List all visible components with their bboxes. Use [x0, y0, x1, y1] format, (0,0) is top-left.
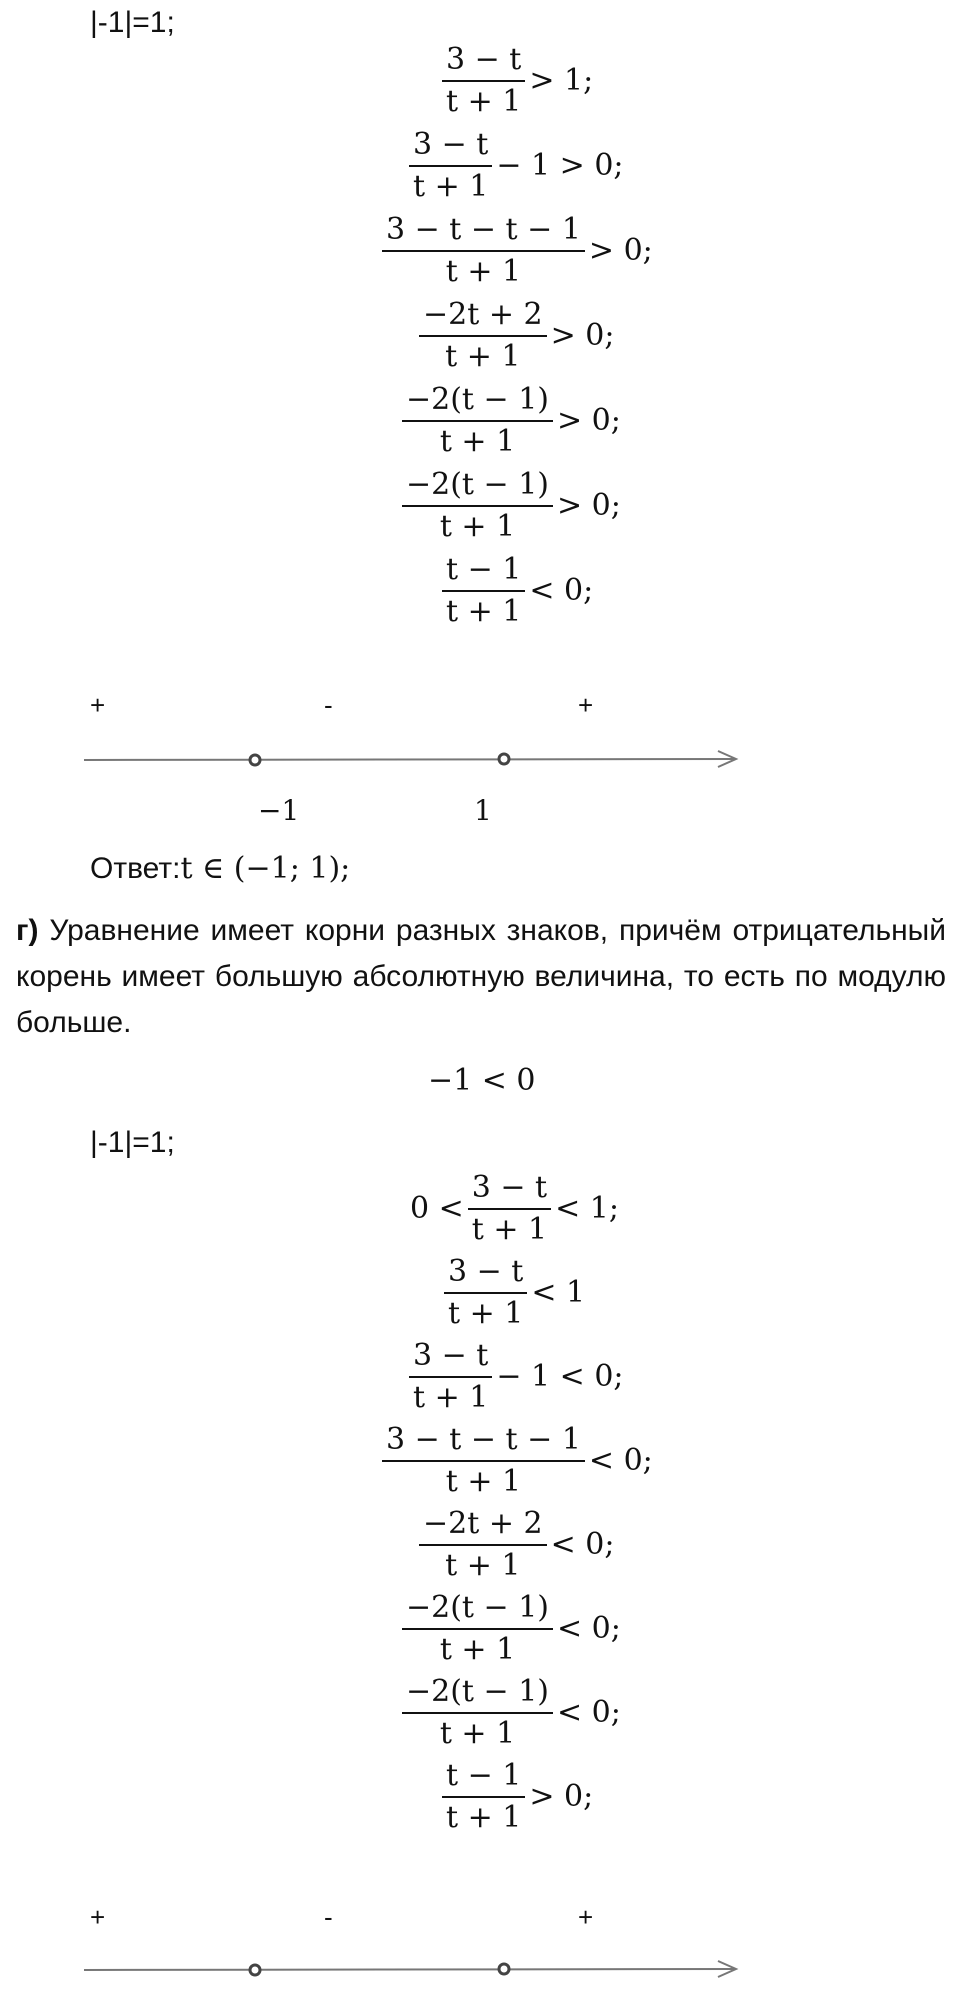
denominator: t + 1	[413, 169, 489, 204]
denominator: t + 1	[446, 1800, 522, 1835]
fraction	[444, 1252, 527, 1334]
inequality-tail: < 0;	[556, 1695, 621, 1730]
sign-minus-middle: -	[324, 690, 333, 720]
numerator: 3 − t	[446, 42, 522, 77]
condition-math: −1 < 0	[428, 1063, 536, 1098]
fraction	[402, 465, 553, 547]
number-line-g	[0, 1950, 960, 1990]
numerator: −2t + 2	[423, 1506, 543, 1541]
sign-plus-right: +	[578, 690, 594, 720]
numerator: −2(t − 1)	[406, 382, 549, 417]
fraction	[442, 40, 525, 122]
fraction	[402, 380, 553, 462]
step-v-7	[438, 550, 593, 632]
answer-label: Ответ:	[90, 852, 181, 885]
fraction	[409, 1336, 492, 1418]
numerator: −2(t − 1)	[406, 467, 549, 502]
sign-minus-middle-g: -	[324, 1902, 333, 1932]
open-point-right	[499, 1964, 509, 1974]
axis-line	[84, 1969, 735, 1970]
step-g-7	[438, 1756, 593, 1838]
fraction	[419, 295, 547, 377]
inequality-tail: < 1;	[555, 1191, 619, 1226]
step-v-4	[415, 295, 614, 377]
open-point-left	[250, 755, 260, 765]
inequality-tail: > 0;	[556, 488, 621, 523]
denominator: t + 1	[445, 254, 522, 289]
inequality-tail: − 1 > 0;	[496, 148, 624, 183]
fraction	[409, 125, 492, 207]
fraction	[382, 1420, 585, 1502]
numerator: t − 1	[446, 1758, 522, 1793]
step-g-1	[440, 1252, 585, 1334]
denominator: t + 1	[439, 1716, 516, 1751]
denominator: t + 1	[439, 424, 516, 459]
numerator: t − 1	[446, 552, 522, 587]
numerator: 3 − t − t − 1	[386, 212, 581, 247]
step-v-2	[405, 125, 624, 207]
numerator: 3 − t	[448, 1254, 524, 1289]
step-v-6	[398, 465, 621, 547]
step-g-0	[410, 1168, 619, 1250]
number-line	[0, 740, 960, 780]
step-v-1	[438, 40, 593, 122]
inequality-tail: < 0;	[550, 1527, 615, 1562]
denominator: t + 1	[439, 1632, 516, 1667]
numerator: 3 − t	[413, 1338, 489, 1373]
numerator: −2(t − 1)	[406, 1674, 549, 1709]
denominator: t + 1	[446, 84, 522, 119]
answer-math: t ∈ (−1; 1);	[180, 851, 351, 886]
inequality-tail: > 1;	[529, 63, 594, 98]
inequality-tail: > 0;	[588, 233, 653, 268]
fraction	[402, 1672, 553, 1754]
inequality-tail: < 0;	[556, 1611, 621, 1646]
step-v-5	[398, 380, 621, 462]
answer-line	[90, 852, 350, 886]
step-g-5	[398, 1588, 621, 1670]
fraction	[442, 1756, 525, 1838]
inequality-tail: < 0;	[588, 1443, 653, 1478]
inequality-tail: < 1	[531, 1275, 586, 1310]
sign-plus-left-g: +	[90, 1902, 106, 1932]
step-v-3	[378, 210, 653, 292]
paragraph-text: Уравнение имеет корни разных знаков, причём отрицательный корень имеет большую абсолютную величина, то есть по модулю больше.	[16, 914, 946, 1039]
fraction	[402, 1588, 553, 1670]
part-letter: г)	[16, 914, 39, 947]
denominator: t + 1	[471, 1212, 548, 1247]
denominator: t + 1	[446, 594, 522, 629]
tick-label-one: 1	[474, 794, 492, 827]
denominator: t + 1	[448, 1296, 524, 1331]
abs-value-line-g: |-1|=1;	[90, 1126, 175, 1159]
condition-line	[428, 1063, 536, 1098]
numerator: −2(t − 1)	[406, 1590, 549, 1625]
open-point-left	[250, 1965, 260, 1975]
denominator: t + 1	[445, 1464, 522, 1499]
fraction	[442, 550, 525, 632]
inequality-tail: > 0;	[550, 318, 615, 353]
sign-plus-left: +	[90, 690, 106, 720]
part-g-paragraph	[16, 908, 946, 1046]
fraction	[468, 1168, 551, 1250]
step-g-2	[405, 1336, 624, 1418]
abs-value-line: |-1|=1;	[90, 6, 175, 39]
axis-line	[84, 759, 735, 760]
inequality-tail: − 1 < 0;	[496, 1359, 624, 1394]
numerator: 3 − t − t − 1	[386, 1422, 581, 1457]
fraction	[419, 1504, 547, 1586]
denominator: t + 1	[439, 509, 516, 544]
step-g-6	[398, 1672, 621, 1754]
step-g-4	[415, 1504, 614, 1586]
denominator: t + 1	[445, 339, 521, 374]
numerator: 3 − t	[413, 127, 489, 162]
denominator: t + 1	[445, 1548, 521, 1583]
sign-plus-right-g: +	[578, 1902, 594, 1932]
fraction	[382, 210, 585, 292]
open-point-right	[499, 754, 509, 764]
inequality-tail: < 0;	[529, 573, 594, 608]
step-g-3	[378, 1420, 653, 1502]
tick-label-minus-one: −1	[258, 794, 300, 827]
inequality-tail: > 0;	[556, 403, 621, 438]
numerator: 3 − t	[471, 1170, 548, 1205]
inequality-tail: > 0;	[529, 1779, 594, 1814]
inequality-head: 0 <	[410, 1191, 464, 1226]
numerator: −2t + 2	[423, 297, 543, 332]
denominator: t + 1	[413, 1380, 489, 1415]
